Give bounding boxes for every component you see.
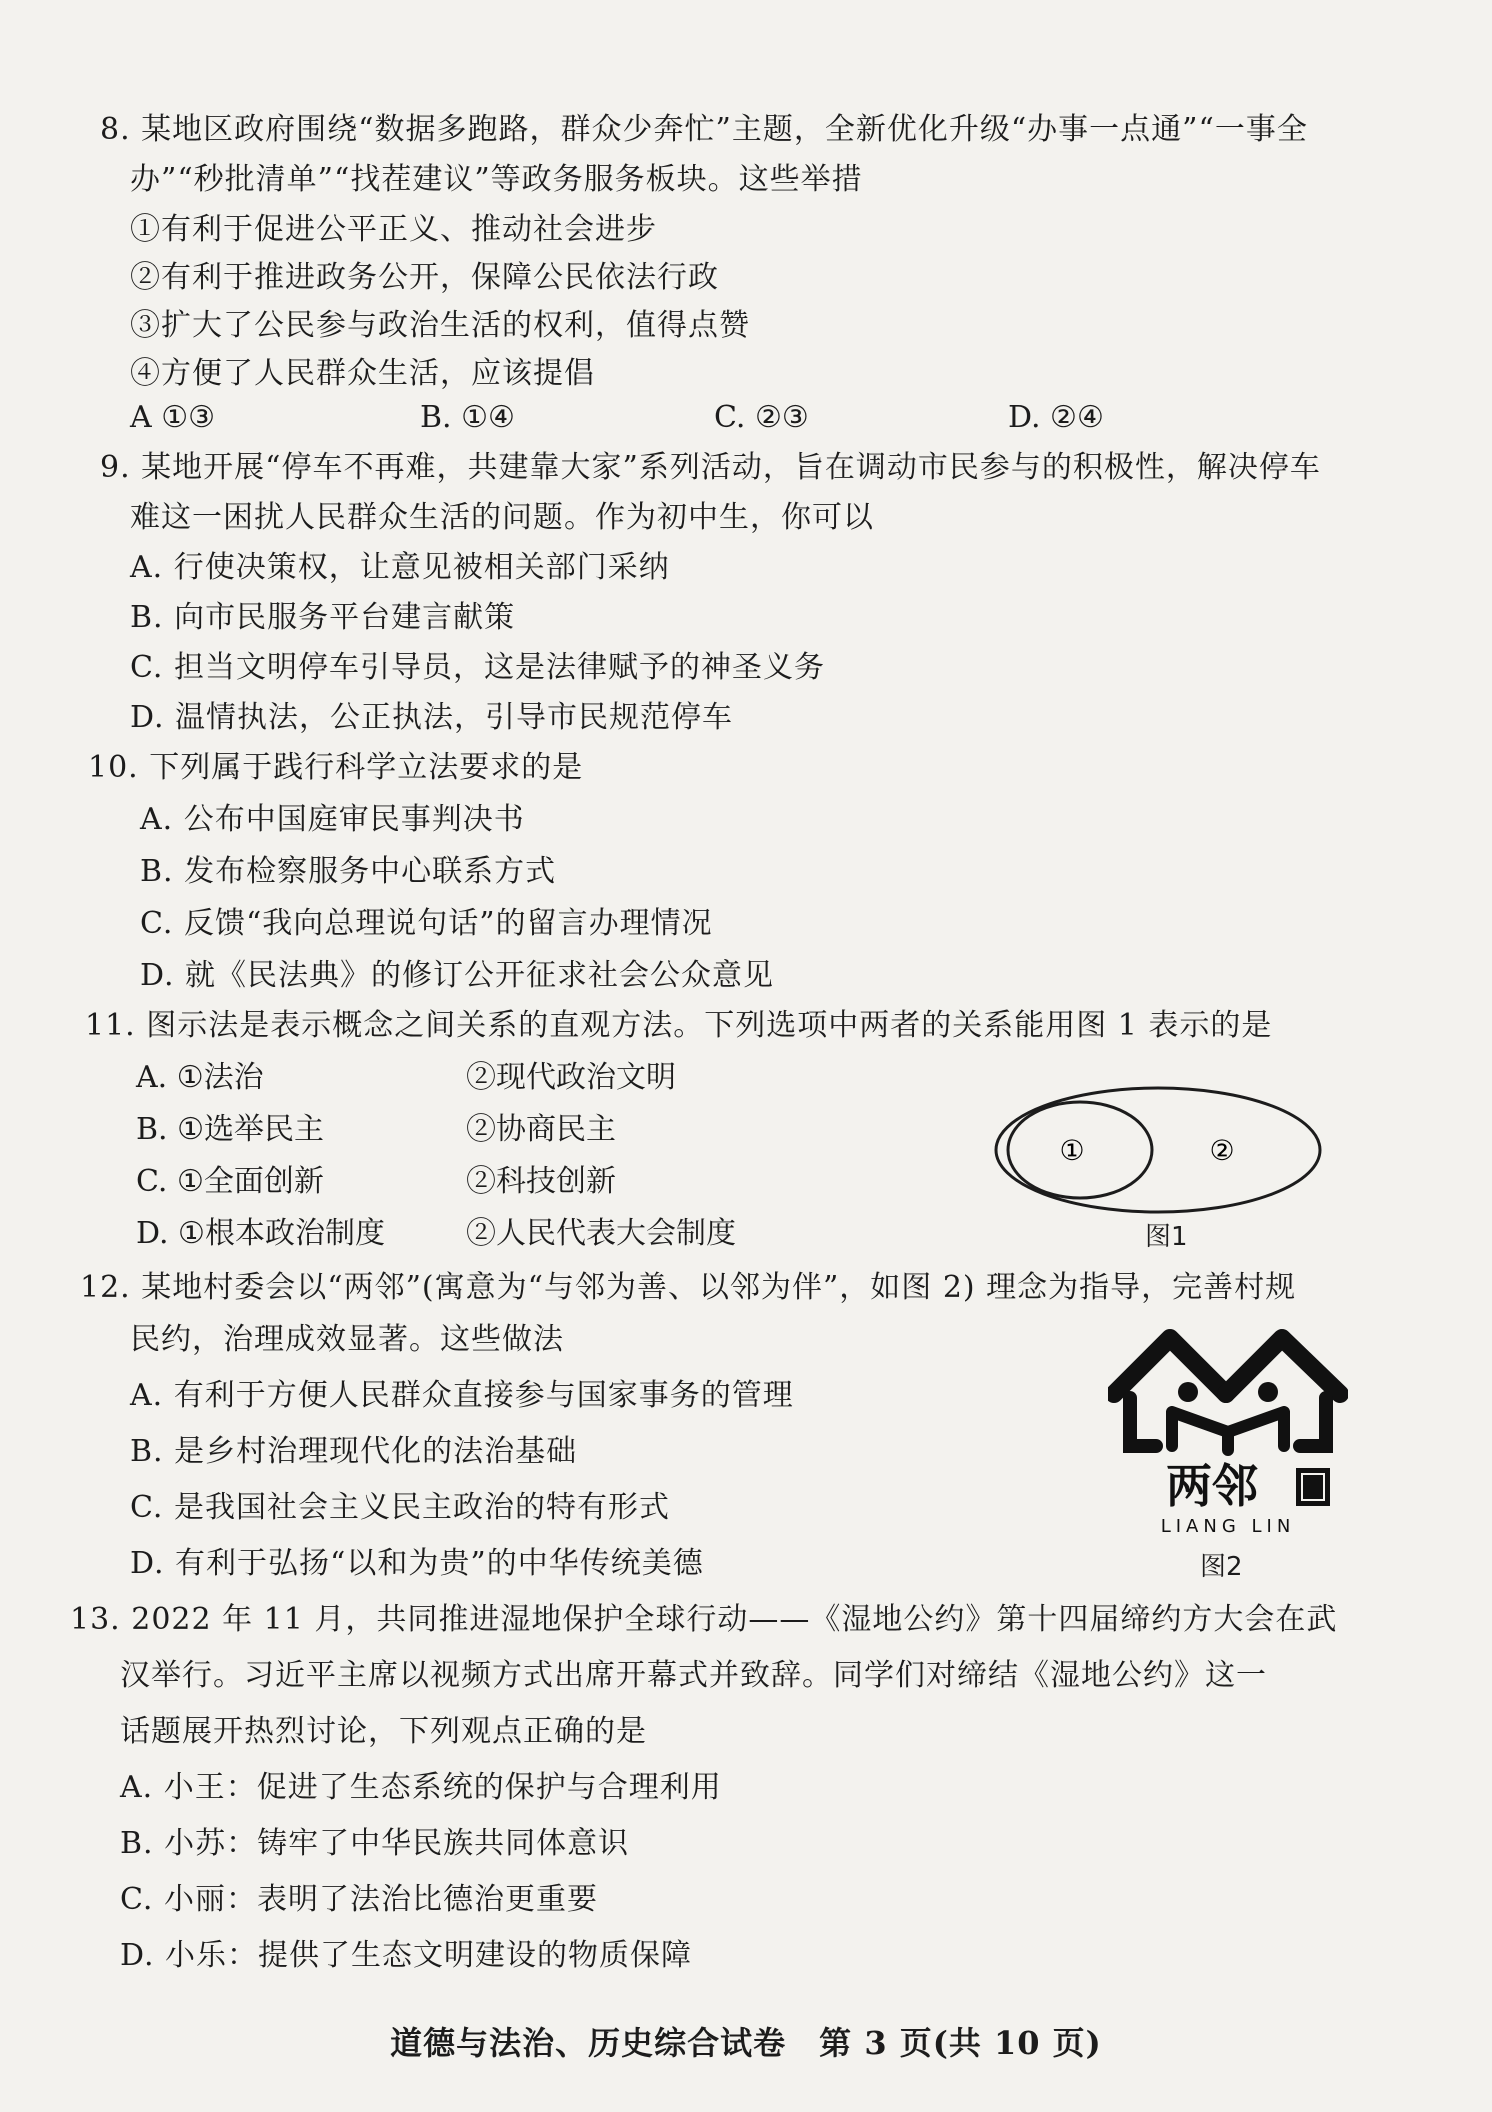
q12-option-b: B. 是乡村治理现代化的法治基础: [130, 1434, 578, 1469]
q11-option-d-item2: ②人民代表大会制度: [466, 1216, 736, 1251]
q11-option-d-item1: D. ①根本政治制度: [136, 1216, 385, 1251]
logo-english-text: LIANG LIN: [1160, 1516, 1296, 1537]
q12-stem-line1: 12. 某地村委会以“两邻”(寓意为“与邻为善、以邻为伴”，如图 2) 理念为指导，完善村规: [80, 1270, 1297, 1305]
q9-option-c: C. 担当文明停车引导员，这是法律赋予的神圣义务: [130, 650, 825, 685]
q13-option-a: A. 小王：促进了生态系统的保护与合理利用: [120, 1770, 722, 1805]
figure-1-venn-diagram: [990, 1080, 1330, 1220]
right-wall: [1300, 1398, 1326, 1446]
q11-option-c-item2: ②科技创新: [466, 1164, 616, 1199]
q13-stem-line3: 话题展开热烈讨论，下列观点正确的是: [120, 1714, 647, 1749]
inner-label: ①: [1059, 1134, 1085, 1167]
q9-option-d: D. 温情执法，公正执法，引导市民规范停车: [130, 700, 734, 735]
q11-option-c-item1: C. ①全面创新: [136, 1164, 324, 1199]
figure-1-caption: 图1: [1145, 1222, 1188, 1252]
q11-option-b-item1: B. ①选举民主: [136, 1112, 325, 1147]
q9-stem-line1: 9. 某地开展“停车不再难，共建靠大家”系列活动，旨在调动市民参与的积极性，解决停车: [100, 450, 1321, 485]
q11-stem: 11. 图示法是表示概念之间关系的直观方法。下列选项中两者的关系能用图 1 表示的是: [85, 1008, 1273, 1043]
q13-stem-line1: 13. 2022 年 11 月，共同推进湿地保护全球行动——《湿地公约》第十四届缔约方大会在武: [70, 1602, 1338, 1637]
q10-option-d: D. 就《民法典》的修订公开征求社会公众意见: [140, 958, 775, 993]
q8-option-c: C. ②③: [714, 400, 809, 435]
q8-stem-line2: 办”“秒批清单”“找茬建议”等政务服务板块。这些举措: [130, 162, 863, 197]
q12-option-d: D. 有利于弘扬“以和为贵”的中华传统美德: [130, 1546, 704, 1581]
figure-2-liang-lin-logo: [1108, 1328, 1348, 1538]
page-footer: 道德与法治、历史综合试卷 第 3 页(共 10 页): [390, 2024, 1102, 2062]
q11-option-row-d: [0, 1214, 980, 1258]
q10-option-c: C. 反馈“我向总理说句话”的留言办理情况: [140, 906, 713, 941]
q8-option-b: B. ①④: [420, 400, 515, 435]
q8-option-d: D. ②④: [1008, 400, 1104, 435]
figure-2-caption: 图2: [1200, 1552, 1243, 1582]
q9-stem-line2: 难这一困扰人民群众生活的问题。作为初中生，你可以: [130, 500, 874, 535]
q13-option-c: C. 小丽：表明了法治比德治更重要: [120, 1882, 598, 1917]
q11-option-row-b: [0, 1110, 980, 1154]
q11-option-a-item1: A. ①法治: [136, 1060, 264, 1095]
q12-option-c: C. 是我国社会主义民主政治的特有形式: [130, 1490, 670, 1525]
q10-option-b: B. 发布检察服务中心联系方式: [140, 854, 557, 889]
q8-statement-4: ④方便了人民群众生活，应该提倡: [130, 356, 595, 391]
q8-options: [0, 398, 1492, 442]
outer-label: ②: [1209, 1134, 1235, 1167]
q8-option-a: A ①③: [130, 400, 215, 435]
q9-option-a: A. 行使决策权，让意见被相关部门采纳: [130, 550, 670, 585]
person-left-head: [1178, 1382, 1198, 1402]
q8-statement-2: ②有利于推进政务公开，保障公民依法行政: [130, 260, 719, 295]
logo-chinese-text: 两邻: [1166, 1459, 1258, 1513]
left-wall: [1130, 1398, 1156, 1446]
q13-stem-line2: 汉举行。习近平主席以视频方式出席开幕式并致辞。同学们对缔结《湿地公约》这一: [120, 1658, 1267, 1693]
q8-statement-3: ③扩大了公民参与政治生活的权利，值得点赞: [130, 308, 750, 343]
left-roof: [1114, 1338, 1226, 1394]
q13-option-d: D. 小乐：提供了生态文明建设的物质保障: [120, 1938, 693, 1973]
q12-stem-line2: 民约，治理成效显著。这些做法: [130, 1322, 564, 1357]
q8-statement-1: ①有利于促进公平正义、推动社会进步: [130, 212, 657, 247]
people-figures: [1172, 1412, 1284, 1450]
q11-option-b-item2: ②协商民主: [466, 1112, 616, 1147]
right-roof: [1226, 1338, 1340, 1394]
q12-option-a: A. 有利于方便人民群众直接参与国家事务的管理: [130, 1378, 794, 1413]
person-right-head: [1258, 1382, 1278, 1402]
q9-option-b: B. 向市民服务平台建言献策: [130, 600, 516, 635]
q11-option-row-a: [0, 1058, 980, 1102]
q8-stem-line1: 8. 某地区政府围绕“数据多跑路，群众少奔忙”主题，全新优化升级“办事一点通”“一事全: [100, 112, 1308, 147]
q11-option-a-item2: ②现代政治文明: [466, 1060, 676, 1095]
q11-option-row-c: [0, 1162, 980, 1206]
q10-option-a: A. 公布中国庭审民事判决书: [140, 802, 525, 837]
q13-option-b: B. 小苏：铸牢了中华民族共同体意识: [120, 1826, 630, 1861]
q10-stem: 10. 下列属于践行科学立法要求的是: [88, 750, 584, 785]
